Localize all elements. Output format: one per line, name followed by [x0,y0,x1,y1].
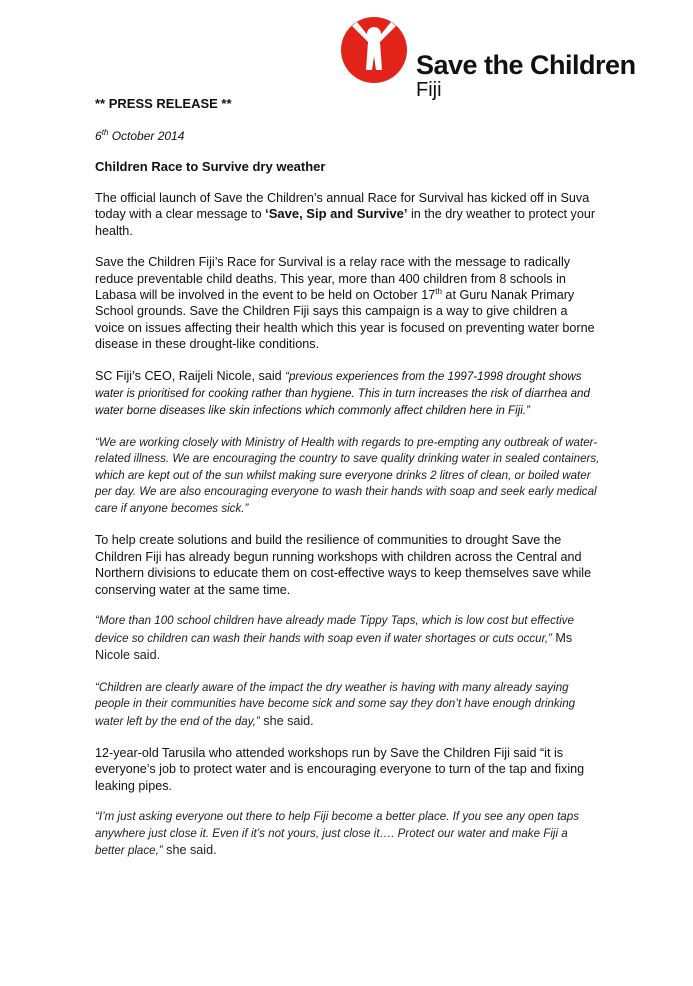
quote-tippy-taps: “More than 100 school children have already made Tippy Taps, which is low cost but effective device so children can wash their hands with soap even if water shortages or cuts occur,” Ms Nicole said. [95,614,574,662]
paragraph-tarusila: 12-year-old Tarusila who attended workshops run by Save the Children Fiji said “it is everyone’s job to protect water and is encouraging everyone to turn of the tap and fixing leaking pipes. [95,746,585,793]
headline: Children Race to Survive dry weather [95,159,326,174]
quote-ministry-health: “We are working closely with Ministry of Health with regards to pre-empting any outbreak of water-related illness. We are encouraging the country to save quality drinking water in sealed containers, which are kept out of the sun whilst making sure everyone drinks 2 litres of clean, or boiled water per day. We are also encouraging everyone to wash their hands with soap and seek early medical care if anyone becomes sick.” [95,435,600,515]
paragraph-launch: The official launch of Save the Children’s annual Race for Survival has kicked off in Suva today with a clear message to ‘Save, Sip and Survive’ in the dry weather to protect your health. [95,191,596,238]
paragraph-workshops: To help create solutions and build the resilience of communities to drought Save the Children Fiji has already begun running workshops with children across the Central and Northern divisions to educate them on cost-effective ways to keep themselves save while conserving water at the same time. [95,533,592,597]
child-figure-icon [338,12,410,84]
paragraph-race: Save the Children Fiji’s Race for Survival is a relay race with the message to radically reduce preventable child deaths. This year, more than 400 children from 8 schools in Labasa will be involved in the event to be held on October 17th at Guru Nanak Primary School grounds. Save the Children Fiji says this campaign is a way to give children a voice on issues affecting their health which this year is focused on preventing water borne disease in these drought-like conditions. [95,255,595,352]
save-the-children-logo [338,12,683,102]
press-release-body [95,96,600,875]
press-release-label: ** PRESS RELEASE ** [95,96,232,111]
logo-country: Fiji [416,79,442,101]
logo-name: Save the Children [416,50,636,80]
quote-tarusila: “I’m just asking everyone out there to help Fiji become a better place. If you see any open taps anywhere just close it. Even if it’s not yours, just close it…. Protect our water and make Fiji a better place,” she said. [95,810,579,858]
paragraph-ceo-quote: SC Fiji’s CEO, Raijeli Nicole, said “previous experiences from the 1997-1998 drought shows water is prioritised for cooking rather than hygiene. This in turn increases the risk of diarrhea and water borne diseases like skin infections which commonly affect children here in Fiji.” [95,368,590,418]
release-date: 6th October 2014 [95,128,185,143]
quote-children-aware: “Children are clearly aware of the impact the dry weather is having with many already saying people in their communities have become sick and some say they don’t have enough drinking water left by the end of the day,” she said. [95,680,576,728]
